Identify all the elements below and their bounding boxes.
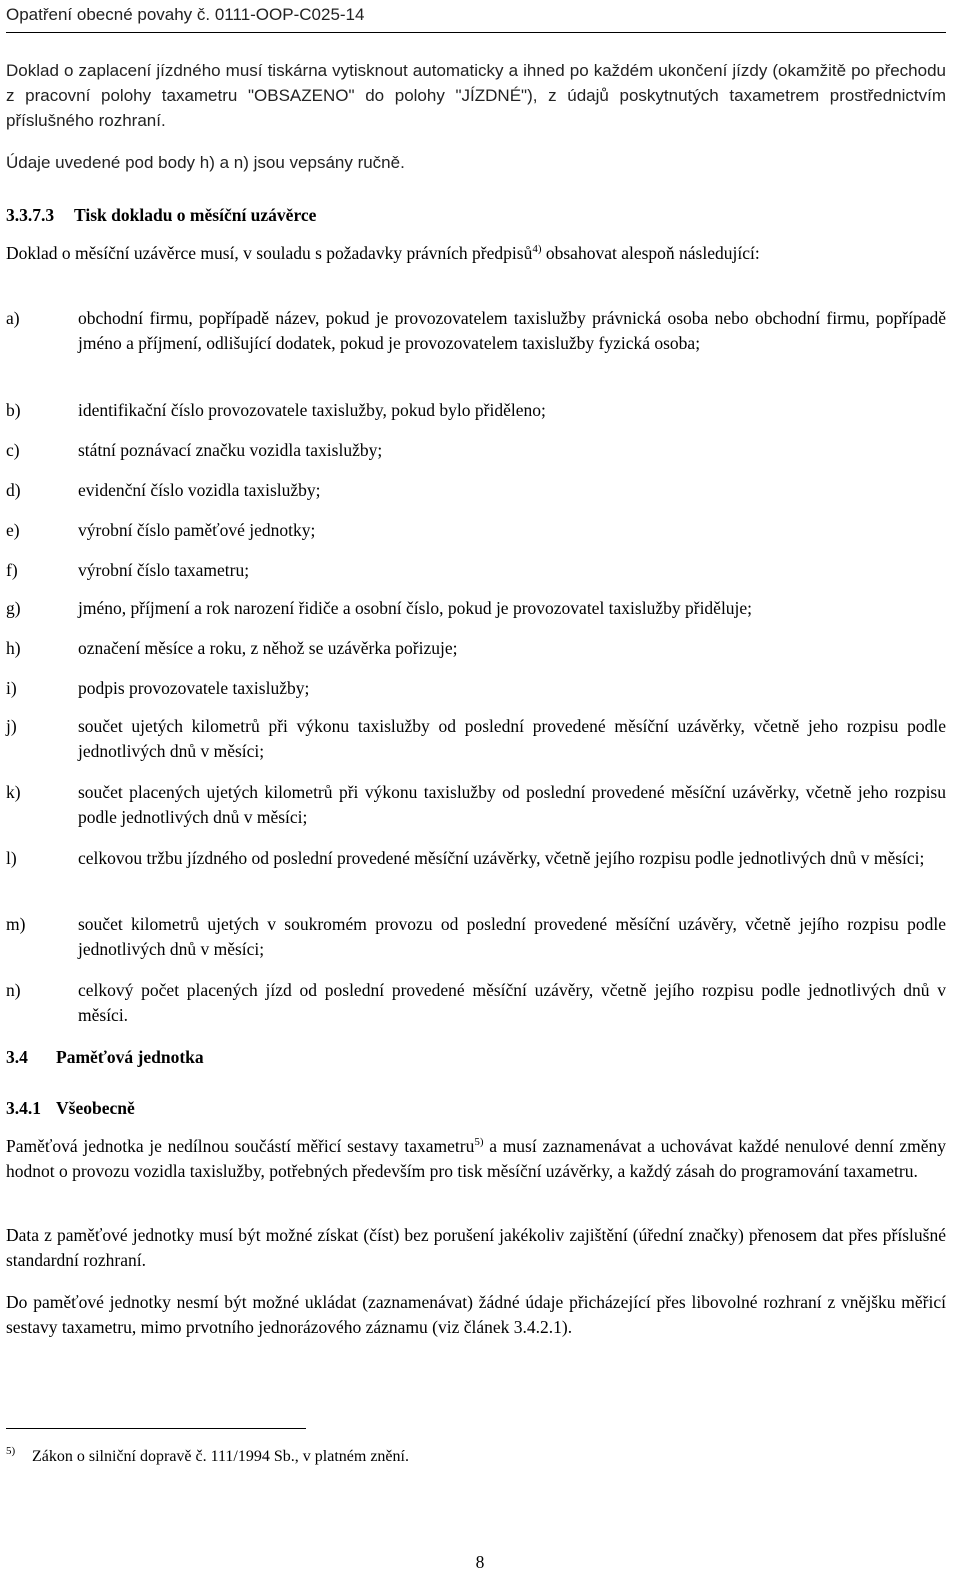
list-item-text: celkový počet placených jízd od poslední provedené měsíční uzávěry, včetně jejího rozpisu podle jednotlivých dnů v měsíci. xyxy=(78,980,946,1025)
list-item-text: obchodní firmu, popřípadě název, pokud je provozovatelem taxislužby právnická osoba nebo obchodní firmu, popřípadě jméno a příjmení, odlišující dodatek, pokud je provozovatelem taxislužby fyzická osoba; xyxy=(78,308,946,353)
lead-text-continued: obsahovat alespoň následující: xyxy=(541,243,760,263)
intro-paragraph: Doklad o zaplacení jízdného musí tiskárna vytisknout automaticky a ihned po každém ukončení jízdy (okamžitě po přechodu z pracovní polohy taxametru "OBSAZENO" do polohy "JÍZDNÉ"), z údajů poskytnutých taxametrem prostřednictvím příslušného rozhraní. xyxy=(6,61,946,130)
list-item-label: d) xyxy=(6,480,21,500)
list-item-text: podpis provozovatele taxislužby; xyxy=(78,678,310,698)
list-item-text: výrobní číslo taxametru; xyxy=(78,560,250,580)
section-paragraph: Do paměťové jednotky nesmí být možné ukládat (zaznamenávat) žádné údaje přicházející přes libovolné rozhraní z vnějšku měřicí sestavy taxametru, mimo prvotního jednorázového záznamu (viz článek 3.4.2.1). xyxy=(6,1292,946,1337)
list-item-label: i) xyxy=(6,678,17,698)
paragraph-text: Paměťová jednotka je nedílnou součástí měřicí sestavy taxametru xyxy=(6,1136,475,1156)
footnote-divider xyxy=(6,1428,306,1429)
page-number: 8 xyxy=(475,1552,485,1572)
list-item-text: součet placených ujetých kilometrů při výkonu taxislužby od poslední provedené měsíční uzávěrky, včetně jeho rozpisu podle jednotlivých dnů v měsíci; xyxy=(78,782,946,827)
section-title: Paměťová jednotka xyxy=(56,1047,204,1067)
section-title: Tisk dokladu o měsíční uzávěrce xyxy=(74,205,317,225)
list-item-text: celkovou tržbu jízdného od poslední provedené měsíční uzávěrky, včetně jejího rozpisu podle jednotlivých dnů v měsíci; xyxy=(78,848,925,868)
list-item-label: c) xyxy=(6,440,20,460)
list-item-label: f) xyxy=(6,560,18,580)
list-item-label: k) xyxy=(6,782,21,802)
section-title: Všeobecně xyxy=(56,1098,135,1118)
list-item-text: identifikační číslo provozovatele taxislužby, pokud bylo přiděleno; xyxy=(78,400,546,420)
footnote-mark: 5) xyxy=(6,1445,16,1457)
list-item-text: součet kilometrů ujetých v soukromém provozu od poslední provedené měsíční uzávěry, včetně jejího rozpisu podle jednotlivých dnů v měsíci; xyxy=(78,914,946,959)
page-header: Opatření obecné povahy č. 0111-OOP-C025-14 xyxy=(6,4,946,33)
list-item-text: evidenční číslo vozidla taxislužby; xyxy=(78,480,321,500)
list-item-label: a) xyxy=(6,308,20,328)
footnote-ref-5: 5) xyxy=(474,1136,484,1149)
footnote-ref-4: 4) xyxy=(532,243,542,256)
list-item-text: státní poznávací značku vozidla taxislužby; xyxy=(78,440,383,460)
list-item-text: označení měsíce a roku, z něhož se uzávěrka pořizuje; xyxy=(78,638,458,658)
section-lead-paragraph xyxy=(6,241,946,266)
footnote-text: Zákon o silniční dopravě č. 111/1994 Sb., v platném znění. xyxy=(32,1448,409,1465)
section-paragraph xyxy=(6,1134,946,1184)
list-item-label: n) xyxy=(6,980,21,1000)
list-item-label: j) xyxy=(6,716,17,736)
list-item-label: m) xyxy=(6,914,26,934)
section-number: 3.4.1 xyxy=(6,1098,41,1118)
section-heading-3-3-7-3 xyxy=(6,203,946,228)
list-item-label: h) xyxy=(6,638,21,658)
lead-text: Doklad o měsíční uzávěrce musí, v souladu s požadavky právních předpisů xyxy=(6,243,533,263)
list-item-label: b) xyxy=(6,400,21,420)
section-heading-3-4-1 xyxy=(6,1096,946,1121)
section-paragraph: Data z paměťové jednotky musí být možné získat (číst) bez porušení jakékoliv zajištění (úřední značky) přenosem dat přes příslušné standardní rozhraní. xyxy=(6,1225,946,1270)
list-item-label: l) xyxy=(6,848,17,868)
list-item-label: g) xyxy=(6,598,21,618)
list-item-label: e) xyxy=(6,520,20,540)
intro-note: Údaje uvedené pod body h) a n) jsou vepsány ručně. xyxy=(6,153,405,172)
list-item-text: jméno, příjmení a rok narození řidiče a osobní číslo, pokud je provozovatel taxislužby přiděluje; xyxy=(78,598,753,618)
section-number: 3.4 xyxy=(6,1047,28,1067)
paragraph-text-continued: a musí zaznamenávat a uchovávat každé nenulové denní změny hodnot o provozu vozidla taxislužby, potřebných především pro tisk měsíční uzávěrky, a každý zásah do programování taxametru. xyxy=(6,1136,946,1181)
list-item-text: výrobní číslo paměťové jednotky; xyxy=(78,520,316,540)
section-number: 3.3.7.3 xyxy=(6,205,55,225)
section-heading-3-4 xyxy=(6,1045,946,1070)
list-item-text: součet ujetých kilometrů při výkonu taxislužby od poslední provedené měsíční uzávěrky, včetně jeho rozpisu podle jednotlivých dnů v měsíci; xyxy=(78,716,946,761)
